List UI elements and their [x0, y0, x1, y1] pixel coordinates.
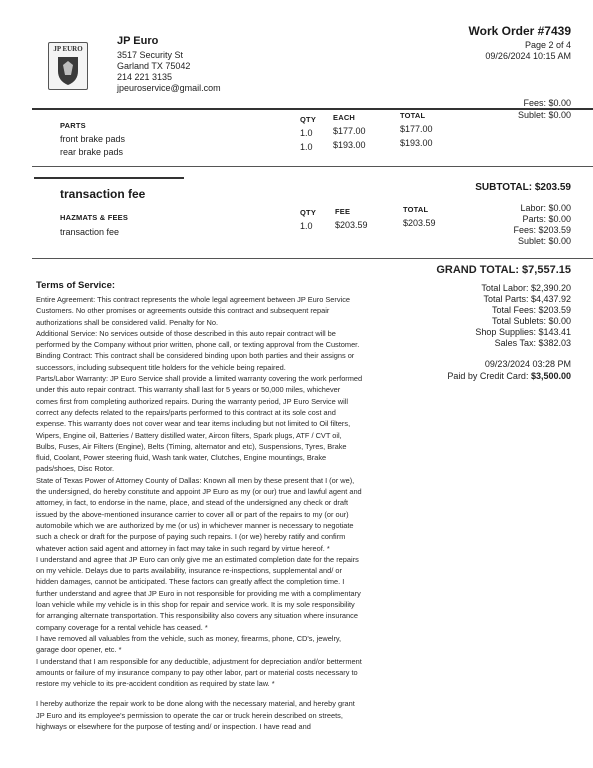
- terms-paragraph: State of Texas Power of Attorney County of Dallas: Known all men by these present that I (or we), the undersigned, do hereby constitute and appoint JP Euro as my (or our) true and lawful agent and attorney, in fact, to endorse in the name, place, and stead of the undersigned any check or draft issued by the above-mentioned insurance carrier to cover all or part of the repairs to my (or our) automobile which we are authorized by me (or us) in whichever manner is necessary to negotiate such a check or draft for the purpose of paying such repairs. I (or we) hereby ratify and confirm whatever action said agent and attorney in fact may take in such regard by virtue hereof. *: [36, 475, 362, 553]
- part-name: rear brake pads: [60, 147, 124, 157]
- shop-name: JP Euro: [117, 35, 159, 47]
- fee-header-fee: FEE: [335, 207, 351, 216]
- page-number: Page 2 of 4: [524, 40, 571, 50]
- terms-paragraph: I have removed all valuables from the vehicle, such as money, firearms, phone, CD's, jewelry, garage door opener, etc. *: [36, 633, 342, 655]
- part-each: $193.00: [333, 140, 366, 150]
- fee-summary-labor: Labor: $0.00: [520, 203, 571, 213]
- terms-body: [36, 294, 364, 732]
- shop-email: jpeuroservice@gmail.com: [117, 83, 221, 93]
- work-order-title: Work Order #7439: [468, 24, 571, 38]
- part-total: $193.00: [400, 138, 433, 148]
- fee-header-qty: QTY: [300, 208, 317, 217]
- total-fees: Total Fees: $203.59: [491, 305, 571, 315]
- fee-section-title: transaction fee: [60, 187, 146, 201]
- fee-header-total: TOTAL: [403, 205, 429, 214]
- total-parts: Total Parts: $4,437.92: [483, 294, 571, 304]
- sales-tax: Sales Tax: $382.03: [494, 338, 571, 348]
- terms-paragraph: I hereby authorize the repair work to be done along with the necessary material, and hereby grant JP Euro and its employee's permission to operate the car or truck herein described on streets, highways or elsewhere for the purpose of testing and/ or inspection. I have read and: [36, 699, 355, 731]
- payment-amount: $3,500.00: [530, 371, 571, 381]
- terms-paragraph: Parts/Labor Warranty: JP Euro Service shall provide a limited warranty covering the work performed under this auto repair contract. This warranty shall last for 5 years or 50,000 miles, whichever comes first from completing authorized repairs. During the warranty period, JP Euro Service will correct any defects related to the repairs/parts performed to this contract at its sole cost and expense. This warranty does not cover wear and tear items including but not limited to Oil filters, Wipers, Engine oil, Batteries / Battery distilled water, Aircon filters, Spark plugs, ATF / CVT oil, Bulbs, Fuses, Air Filters (Engine), Belts (Timing, alternator and etc), Suspensions, Tyres, Brake fluid, Coolant, Power steering fluid, Wash tank water, Clutches, Engine mountings, Brake pads/shoes, Disc Rotor.: [36, 374, 363, 474]
- parts-header-name: PARTS: [60, 121, 86, 130]
- fee-summary-fees: Fees: $203.59: [513, 225, 571, 235]
- terms-paragraph: I understand and agree that JP Euro can only give me an estimated completion date for the repairs on my vehicle. Delays due to parts availability, insurance re-inspections, supplemental and/ or hidden damages, cannot be anticipated. These factors can greatly affect the completion time. I further understand and agree that JP Euro in not responsible for providing me with a complimentary loan vehicle while my vehicle is in this shop for repair and service work. It is my sole responsibility for arranging alternate transportation. This responsibility also covers any situation where insurance company coverage for a rental vehicle has ceased. *: [36, 554, 361, 632]
- parts-header-total: TOTAL: [400, 111, 426, 120]
- terms-paragraph: Additional Service: No services outside of those described in this auto repair contract will be performed by the Company without prior written, phone call, or texting approval from the Customer.: [36, 328, 360, 350]
- part-each: $177.00: [333, 126, 366, 136]
- parts-divider: [32, 166, 593, 167]
- part-total: $177.00: [400, 124, 433, 134]
- fee-summary-sublet: Sublet: $0.00: [517, 236, 571, 246]
- terms-paragraph: I understand that I am responsible for any deductible, adjustment for depreciation and/or betterment amounts or failure of my insurance company to pay other labor, part or material costs necessary to restore my vehicle to its pre-accident condition as required by state law. *: [36, 656, 362, 689]
- shop-address-line2: Garland TX 75042: [117, 61, 191, 71]
- fee-subtotal: SUBTOTAL: $203.59: [475, 182, 571, 193]
- fee-section-top-rule: [34, 177, 184, 179]
- terms-heading: Terms of Service:: [36, 280, 116, 291]
- logo-text: JP EURO: [53, 45, 83, 53]
- parts-header-qty: QTY: [300, 115, 317, 124]
- terms-paragraph: Binding Contract: This contract shall be considered binding upon both parties and their assigns or successors, including subsequent title holders for the vehicle being repaired.: [36, 351, 355, 372]
- grand-total: GRAND TOTAL: $7,557.15: [436, 264, 571, 276]
- fee-divider: [32, 258, 593, 259]
- shop-phone: 214 221 3135: [117, 72, 173, 82]
- payment-datetime: 09/23/2024 03:28 PM: [484, 359, 571, 369]
- parts-header-each: EACH: [333, 113, 356, 122]
- part-qty: 1.0: [300, 142, 313, 152]
- work-order-datetime: 09/26/2024 10:15 AM: [485, 51, 571, 61]
- fee-total: $203.59: [403, 218, 436, 228]
- shield-crest-icon: [49, 43, 87, 89]
- payment-line: [447, 371, 571, 381]
- fee-name: transaction fee: [60, 227, 120, 237]
- parts-sublet-line: Sublet: $0.00: [517, 110, 571, 120]
- total-labor: Total Labor: $2,390.20: [481, 283, 571, 293]
- terms-paragraph: Entire Agreement: This contract represents the whole legal agreement between JP Euro Service Customers. No other promises or agreements outside this contract and subsequent repair authorizations shall be considered valid. Penalty for No.: [36, 295, 351, 327]
- fee-amount: $203.59: [335, 220, 368, 230]
- shop-address-line1: 3517 Security St: [117, 50, 184, 60]
- part-qty: 1.0: [300, 128, 313, 138]
- shop-logo: [48, 42, 88, 90]
- payment-label: Paid by Credit Card:: [447, 371, 531, 381]
- fee-header-name: HAZMATS & FEES: [60, 213, 129, 222]
- header-divider: [32, 108, 593, 110]
- shop-supplies: Shop Supplies: $143.41: [475, 327, 571, 337]
- fee-qty: 1.0: [300, 221, 313, 231]
- parts-fees-line: Fees: $0.00: [523, 98, 571, 108]
- part-name: front brake pads: [60, 134, 126, 144]
- fee-summary-parts: Parts: $0.00: [522, 214, 571, 224]
- total-sublets: Total Sublets: $0.00: [491, 316, 571, 326]
